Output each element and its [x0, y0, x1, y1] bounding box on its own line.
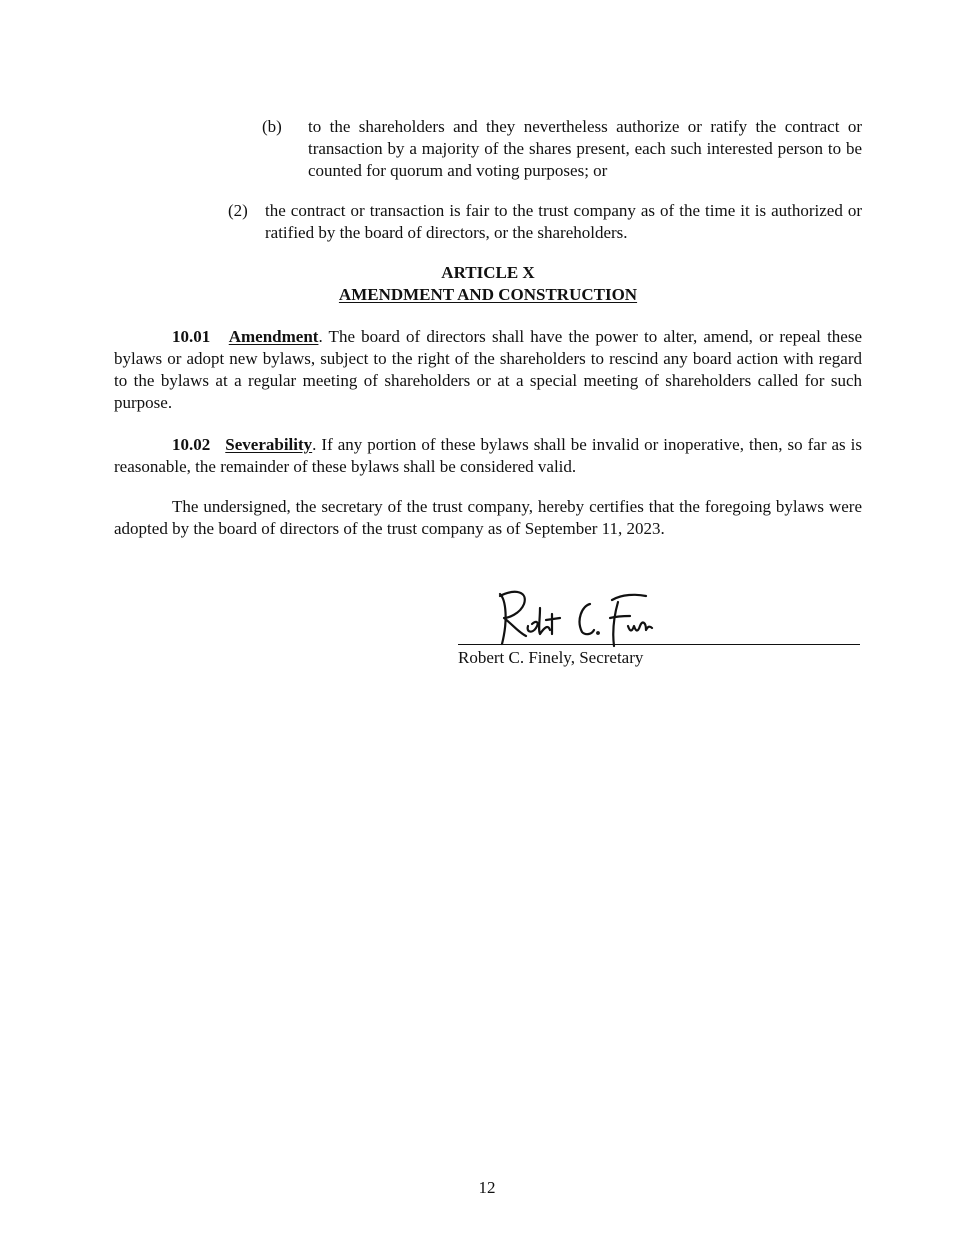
article-title: AMENDMENT AND CONSTRUCTION [338, 285, 638, 304]
certification-paragraph: The undersigned, the secretary of the trust company, hereby certifies that the foregoing bylaws were adopted by the board of directors of the trust company as of September 11, 2023. [114, 497, 862, 538]
article-heading [114, 262, 862, 306]
article-number: ARTICLE X [441, 263, 535, 282]
signature-block [458, 586, 862, 676]
clause-2-marker: (2) [228, 201, 248, 220]
subclause-b [262, 116, 862, 182]
section-number: 10.02 [172, 435, 211, 454]
section-title: Amendment [228, 327, 319, 346]
handwritten-signature [486, 586, 656, 648]
clause-2-text: the contract or transaction is fair to the trust company as of the time it is authorized or ratified by the board of directors, or the shareholders. [265, 201, 862, 242]
section-10-02 [114, 434, 862, 478]
section-body: . The board of directors shall have the power to alter, amend, or repeal these bylaws or adopt new bylaws, subject to the right of the shareholders to rescind any board action with regard to the bylaws at a regular meeting of shareholders or at a special meeting of shareholders called for such purpose. [114, 327, 862, 412]
signature-line [458, 644, 860, 645]
section-title: Severability [225, 435, 313, 454]
clause-2 [228, 200, 862, 244]
page-number: 12 [478, 1178, 496, 1197]
signatory-name: Robert C. Finely, Secretary [458, 648, 644, 667]
subclause-b-text: to the shareholders and they nevertheless authorize or ratify the contract or transaction by a majority of the shares present, each such interested person to be counted for quorum and voting purposes; or [308, 117, 862, 180]
section-body: . If any portion of these bylaws shall be invalid or inoperative, then, so far as is reasonable, the remainder of these bylaws shall be considered valid. [114, 435, 863, 476]
section-number: 10.01 [172, 327, 211, 346]
subclause-b-marker: (b) [262, 117, 282, 136]
section-10-01 [114, 326, 862, 414]
